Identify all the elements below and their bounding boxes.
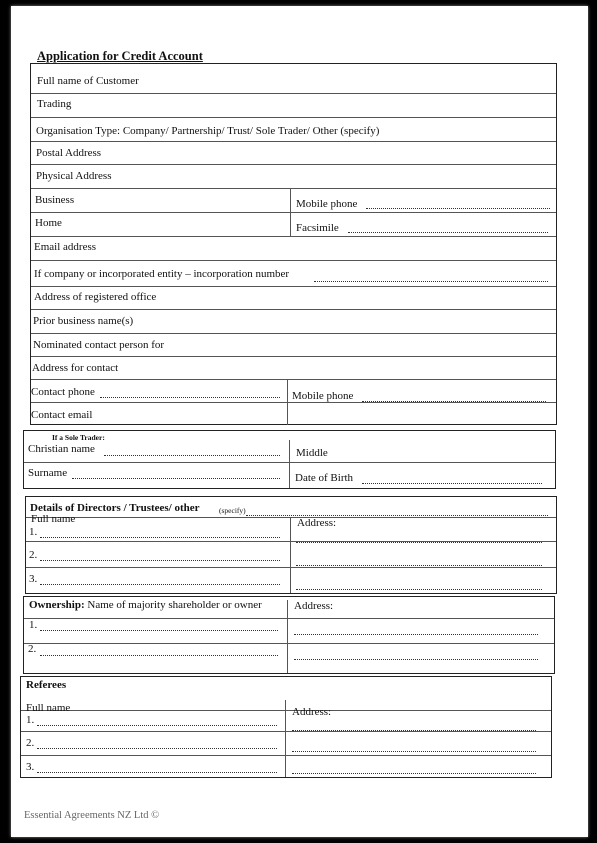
surname-field[interactable] bbox=[72, 478, 280, 479]
referee-row-3-number: 3. bbox=[26, 761, 35, 773]
footer-copyright: Essential Agreements NZ Ltd © bbox=[24, 810, 160, 821]
trading-label: Trading bbox=[37, 98, 72, 110]
home-phone-label: Home bbox=[35, 217, 62, 229]
contact-phone-label: Contact phone bbox=[31, 386, 95, 398]
directors-heading-dots bbox=[246, 515, 548, 516]
address-for-contact-label: Address for contact bbox=[32, 362, 119, 374]
referee-3-address-field[interactable] bbox=[292, 773, 536, 774]
directors-full-name-header: Full name bbox=[31, 513, 76, 525]
contact-mobile-label: Mobile phone bbox=[292, 390, 354, 402]
ownership-heading-bold: Ownership: bbox=[29, 599, 85, 611]
referee-1-name-field[interactable] bbox=[37, 725, 277, 726]
registered-office-label: Address of registered office bbox=[34, 291, 157, 303]
date-of-birth-field[interactable] bbox=[362, 483, 542, 484]
directors-specify-note: (specify) bbox=[219, 506, 246, 515]
contact-mobile-field[interactable] bbox=[362, 401, 546, 402]
incorporation-number-field[interactable] bbox=[314, 281, 548, 282]
owner-1-address-field[interactable] bbox=[294, 634, 538, 635]
referee-3-name-field[interactable] bbox=[37, 772, 277, 773]
email-address-label: Email address bbox=[34, 241, 97, 253]
facsimile-label: Facsimile bbox=[296, 222, 339, 234]
nominated-contact-label: Nominated contact person for bbox=[33, 339, 165, 351]
referee-row-2-number: 2. bbox=[26, 737, 35, 749]
full-name-label: Full name of Customer bbox=[37, 75, 139, 87]
christian-name-label: Christian name bbox=[28, 443, 95, 455]
incorporation-number-label: If company or incorporated entity – incorporation number bbox=[34, 268, 290, 280]
referees-heading: Referees bbox=[26, 679, 67, 691]
postal-address-label: Postal Address bbox=[36, 147, 102, 159]
directors-heading: Details of Directors / Trustees/ other bbox=[30, 502, 200, 514]
director-2-address-field[interactable] bbox=[296, 565, 542, 566]
director-1-address-field[interactable] bbox=[296, 542, 542, 543]
organisation-type-label: Organisation Type: Company/ Partnership/ Trust/ Sole Trader/ Other (specify) bbox=[36, 125, 380, 137]
business-phone-label: Business bbox=[35, 194, 75, 206]
sole-trader-heading: If a Sole Trader: bbox=[52, 433, 105, 442]
referees-full-name-header: Full name bbox=[26, 702, 71, 714]
director-3-name-field[interactable] bbox=[40, 584, 280, 585]
owner-row-1-number: 1. bbox=[29, 619, 38, 631]
referee-2-name-field[interactable] bbox=[37, 748, 277, 749]
directors-address-header: Address: bbox=[297, 517, 337, 529]
referees-address-header: Address: bbox=[292, 706, 332, 718]
referees-section bbox=[20, 676, 552, 778]
physical-address-label: Physical Address bbox=[36, 170, 112, 182]
owner-row-2-number: 2. bbox=[28, 643, 37, 655]
surname-label: Surname bbox=[28, 467, 68, 479]
facsimile-field[interactable] bbox=[348, 232, 548, 233]
ownership-heading-text: Name of majority shareholder or owner bbox=[87, 599, 262, 611]
director-row-2-number: 2. bbox=[29, 549, 38, 561]
middle-name-label: Middle bbox=[296, 447, 328, 459]
christian-name-field[interactable] bbox=[104, 455, 280, 456]
director-row-1-number: 1. bbox=[29, 526, 38, 538]
director-3-address-field[interactable] bbox=[296, 589, 542, 590]
referee-2-address-field[interactable] bbox=[292, 751, 536, 752]
owner-2-address-field[interactable] bbox=[294, 659, 538, 660]
owner-1-name-field[interactable] bbox=[40, 630, 278, 631]
director-row-3-number: 3. bbox=[29, 573, 38, 585]
contact-email-label: Contact email bbox=[31, 409, 93, 421]
director-2-name-field[interactable] bbox=[40, 560, 280, 561]
mobile-phone-label: Mobile phone bbox=[296, 198, 358, 210]
referee-row-1-number: 1. bbox=[26, 714, 35, 726]
owner-2-name-field[interactable] bbox=[40, 655, 278, 656]
prior-business-names-label: Prior business name(s) bbox=[33, 315, 134, 327]
director-1-name-field[interactable] bbox=[40, 537, 280, 538]
mobile-phone-field[interactable] bbox=[366, 208, 550, 209]
ownership-address-header: Address: bbox=[294, 600, 334, 612]
date-of-birth-label: Date of Birth bbox=[295, 472, 354, 484]
contact-phone-field[interactable] bbox=[100, 397, 280, 398]
form-title: Application for Credit Account bbox=[37, 49, 203, 63]
referee-1-address-field[interactable] bbox=[292, 730, 536, 731]
ownership-heading bbox=[29, 600, 262, 611]
